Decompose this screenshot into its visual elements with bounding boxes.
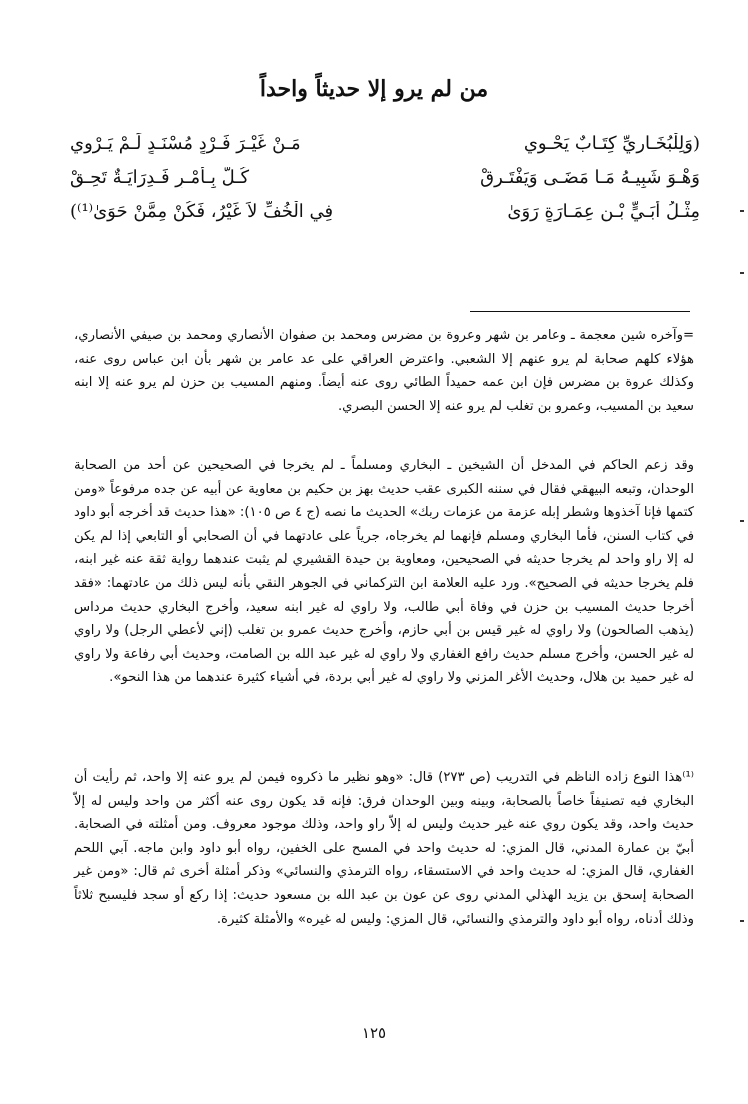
footnote-separator <box>470 311 690 312</box>
footnote-text: وقد زعم الحاكم في المدخل أن الشيخين ـ البخاري ومسلماً ـ لم يخرجا في الصحيحين عن أحد من الصحابة الوحدان، وتبعه البيهقي فقال في سننه الكبرى عقب حديث بهز بن حكيم بن معاوية عن أبيه عن جده مرفوعاً «ومن كتمها فإنا آخذوها وشطر إبله عزمة من عزمات ربك» الحديث ما نصه (ج ٤ ص ١٠٥): «هذا حديث قد أخرجه أبو داود في كتاب السنن، فأما البخاري ومسلم فإنهما لم يخرجاه، جرياً على عادتهما في أن الصحابي أو التابعي إذا لم يكن له إلا راو واحد لم يخرجا حديثه في الصحيحين، ومعاوية بن حيدة القشيري لم يثبت عندهما رواية ثقة عنه غير ابنه، فلم يخرجا حديثه في الصحيح». ورد عليه العلامة ابن التركماني في الجوهر النقي بأنه ليس ذلك من عادتهما: «فقد أخرجا حديث المسيب بن حزن في وفاة أبي طالب، ولا راوي له غير ابنه سعيد، وأخرج البخاري حديث مرداس (يذهب الصالحون) ولا راوي له غير قيس بن أبي حازم، وأخرج حديث عمرو بن تغلب (إني لأعطي الرجل) ولا راوي له غير الحسن، وأخرج مسلم حديث رافع الغفاري ولا راوي له غير عبد الله بن الصامت، وحديث أبي رفاعة ولا راوي له غير حميد بن هلال، وحديث الأغر المزني ولا راوي له غير أبي بردة، في أشياء كثيرة عندهما من هذا النحو». <box>74 458 694 686</box>
verse-first-hemistich: (وَلِلْبُخَـارِيِّ كِتَـابٌ يَحْـوِي <box>523 132 700 154</box>
footnote-continuation <box>74 324 694 418</box>
verse-second-hemistich: فِي الْخُفِّ لاَ غَيْرُ، فَكُنْ مِمَّنْ حَوَىٰ⁽¹⁾) <box>70 200 334 222</box>
verse-first-hemistich: مِثْـلُ أُبَـيٍّ بْـنِ عِمَـارَةٍ رَوَىٰ <box>507 200 700 222</box>
section-title: من لم يرو إلا حديثاً واحداً <box>259 76 489 102</box>
page-number: ١٢٥ <box>361 1024 387 1042</box>
verse-block <box>70 126 700 228</box>
margin-mark <box>740 272 744 274</box>
verse-first-hemistich: وَهْـوَ شَبِيـهُ مَـا مَضَـى وَيَفْتَـرِقْ <box>480 166 700 188</box>
verse-line <box>70 194 700 228</box>
verse-line <box>70 160 700 194</box>
verse-second-hemistich: كُـلٌّ بِـأَمْـرٍ فَـدِرَايَـةٌ تَحِـقْ <box>70 166 250 188</box>
margin-mark <box>740 210 744 212</box>
footnote-hakim <box>74 454 694 690</box>
margin-mark <box>740 520 744 522</box>
footnote-1 <box>74 766 694 931</box>
footnote-text: ⁽¹⁾هذا النوع زاده الناظم في التدريب (ص ٢٧٣) قال: «وهو نظير ما ذكروه فيمن لم يرو عنه إلا واحد، ثم رأيت أن البخاري فيه تصنيفاً خاصاً بالصحابة، وبينه وبين الوحدان فرق: فإنه قد يكون روى عنه أكثر من واحد وليس له إلاّ حديث واحد، وقد يكون روي عنه غير حديث وليس له إلاّ راو واحد، وذلك موجود معروف. ومن أمثلته في الصحابة. أبيّ بن عمارة المدني، قال المزي: له حديث واحد في المسح على الخفين، رواه أبو داود وابن ماجه. آبي اللحم الغفاري، قال المزي: له حديث واحد في الاستسقاء، رواه الترمذي والنسائي» وذكر أمثلة أخرى ثم قال: «ومن غير الصحابة إسحق بن يزيد الهذلي المدني روى عن عون بن عبد الله بن مسعود حديث: إذا ركع أو سجد فليسبح ثلاثاً وذلك أدناه، رواه أبو داود والترمذي والنسائي، قال المزي: وليس له غيره» والأمثلة كثيرة. <box>74 770 695 927</box>
footnote-text: =وآخره شين معجمة ـ وعامر بن شهر وعروة بن مضرس ومحمد بن صفوان الأنصاري ومحمد بن صيفي الأنصاري، هؤلاء كلهم صحابة لم يرو عنهم إلا الشعبي. واعترض العراقي على عد عامر بن شهر بأن ابن عباس روى عنه، وكذلك عروة بن مضرس فإن ابن عمه حميداً الطائي روى عنه أيضاً. ومنهم المسيب بن حزن لم يرو عنه إلا ابنه سعيد بن المسيب، وعمرو بن تغلب لم يرو عنه إلا الحسن البصري. <box>74 328 694 414</box>
verse-line <box>70 126 700 160</box>
margin-mark <box>740 920 744 922</box>
verse-second-hemistich: مَـنْ غَيْـرَ فَـرْدٍ مُسْنَـدٍ لَـمْ يَـرْوِي <box>70 132 301 154</box>
